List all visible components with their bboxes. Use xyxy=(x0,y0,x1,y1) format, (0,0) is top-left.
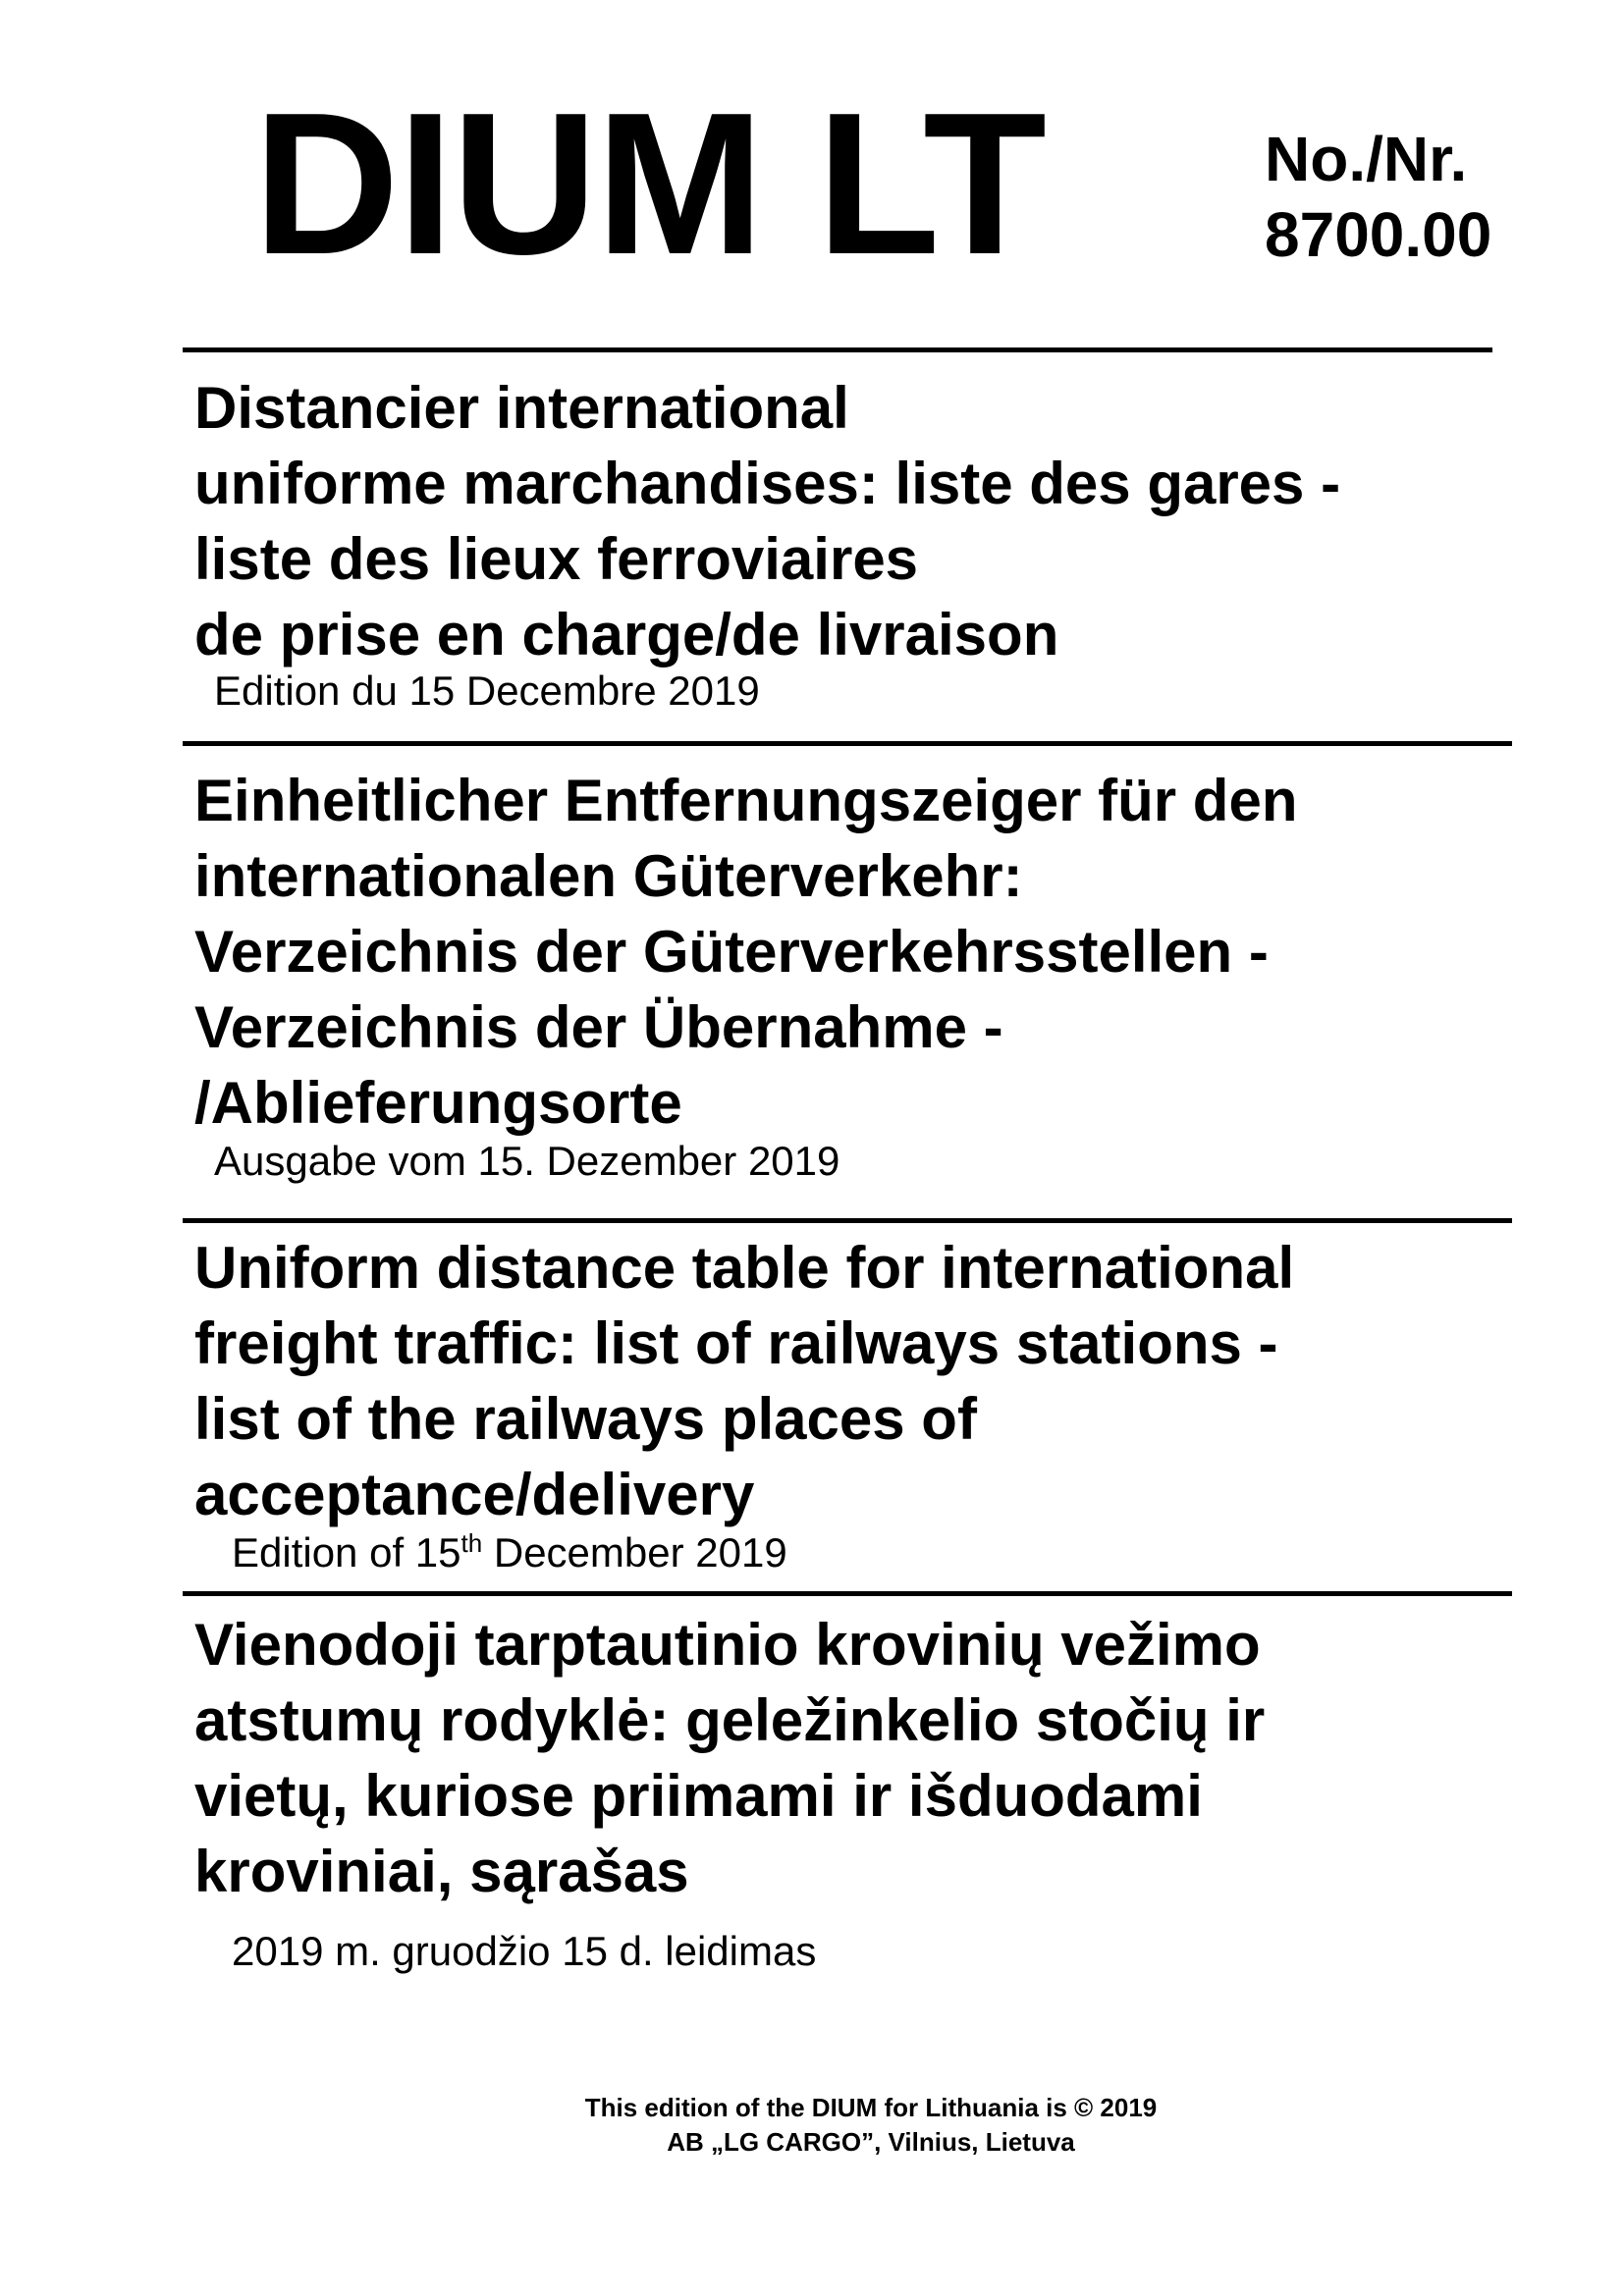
heading-line: Distancier international xyxy=(194,375,849,441)
heading-line: kroviniai, sąrašas xyxy=(194,1839,689,1904)
document-title: DIUM LT xyxy=(253,71,1045,296)
copyright-notice xyxy=(0,2091,1624,2160)
heading-line: atstumų rodyklė: geležinkelio stočių ir xyxy=(194,1687,1266,1753)
copyright-line: This edition of the DIUM for Lithuania is © 2019 xyxy=(584,2093,1158,2122)
edition-date-suffix: December 2019 xyxy=(482,1529,787,1575)
edition-date: Ausgabe vom 15. Dezember 2019 xyxy=(214,1138,840,1184)
divider-rule xyxy=(183,1591,1512,1596)
heading-line: Einheitlicher Entfernungszeiger für den xyxy=(194,768,1298,833)
heading-line: uniforme marchandises: liste des gares - xyxy=(194,451,1341,516)
document-number-label: No./Nr. xyxy=(1265,124,1468,194)
section-heading xyxy=(194,370,1340,672)
heading-line: liste des lieux ferroviaires xyxy=(194,526,919,592)
heading-line: Vienodoji tarptautinio krovinių vežimo xyxy=(194,1612,1261,1678)
heading-line: /Ablieferungsorte xyxy=(194,1070,682,1136)
section-heading xyxy=(194,1230,1294,1532)
section-german xyxy=(194,763,1297,1186)
heading-line: acceptance/delivery xyxy=(194,1462,755,1527)
divider-rule xyxy=(183,347,1492,352)
edition-date-ordinal: th xyxy=(460,1528,483,1558)
divider-rule xyxy=(183,741,1512,746)
section-heading xyxy=(194,1607,1265,1909)
heading-line: internationalen Güterverkehr: xyxy=(194,843,1023,909)
heading-line: vietų, kuriose priimami ir išduodami xyxy=(194,1763,1203,1829)
edition-date: Edition du 15 Decembre 2019 xyxy=(214,667,760,714)
section-heading xyxy=(194,763,1297,1141)
copyright-line: AB „LG CARGO”, Vilnius, Lietuva xyxy=(667,2127,1075,2157)
heading-line: Uniform distance table for international xyxy=(194,1235,1295,1301)
section-french xyxy=(194,370,1340,716)
document-number-block xyxy=(1265,122,1491,273)
section-lithuanian xyxy=(194,1607,1265,1976)
heading-line: freight traffic: list of railways stations - xyxy=(194,1310,1278,1376)
heading-line: de prise en charge/de livraison xyxy=(194,602,1059,667)
section-english xyxy=(194,1230,1294,1577)
document-number-value: 8700.00 xyxy=(1265,199,1492,270)
divider-rule xyxy=(183,1218,1512,1223)
heading-line: Verzeichnis der Güterverkehrsstellen - xyxy=(194,919,1269,985)
edition-date xyxy=(194,1528,1294,1577)
edition-date: 2019 m. gruodžio 15 d. leidimas xyxy=(232,1928,817,1974)
edition-date-prefix: Edition of 15 xyxy=(232,1529,461,1575)
heading-line: Verzeichnis der Übernahme - xyxy=(194,994,1003,1060)
heading-line: list of the railways places of xyxy=(194,1386,977,1452)
